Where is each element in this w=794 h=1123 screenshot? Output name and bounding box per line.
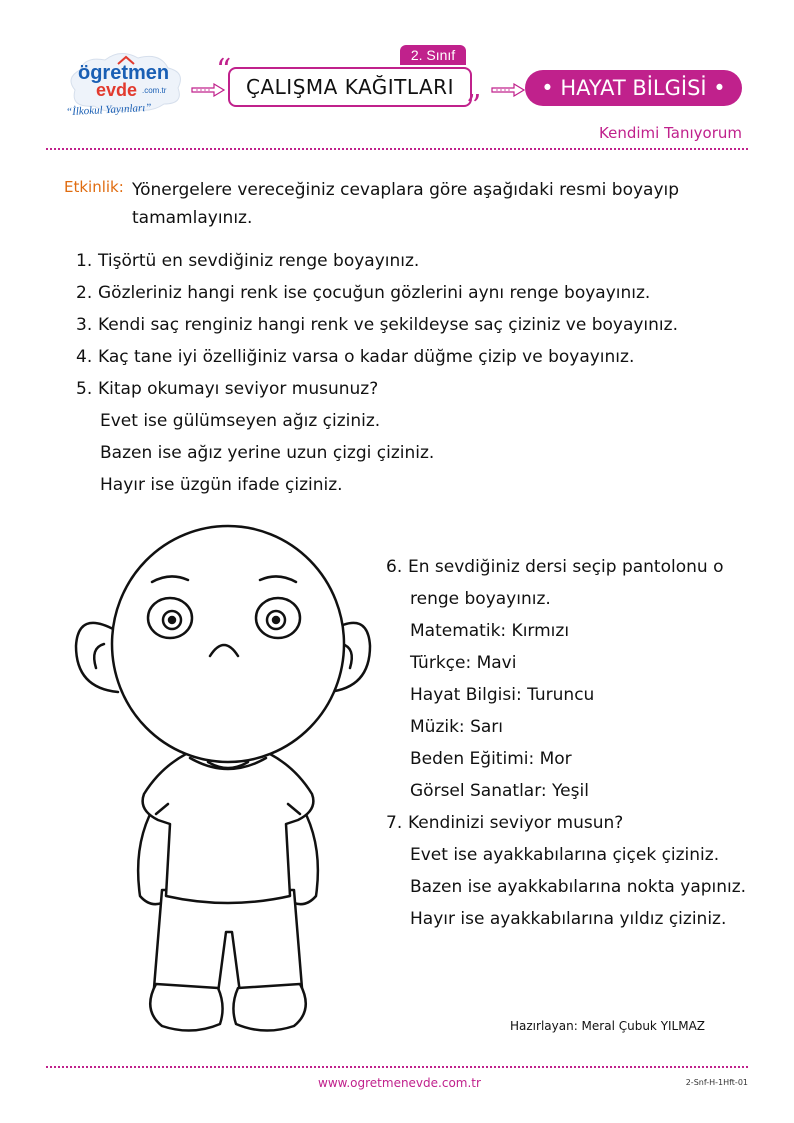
list-item	[76, 314, 678, 336]
arrow-right-icon	[490, 82, 526, 101]
item-text: En sevdiğiniz dersi seçip pantolonu o	[408, 557, 724, 577]
item-number: 6.	[386, 557, 403, 577]
boy-outline-drawing	[60, 518, 400, 1058]
lesson-color-option: Matematik: Kırmızı	[410, 621, 570, 641]
item-number: 7.	[386, 813, 403, 833]
list-item	[76, 378, 378, 400]
close-quote-mark: ”	[466, 89, 482, 124]
item-text: Kaç tane iyi özelliğiniz varsa o kadar düğme çizip ve boyayınız.	[98, 347, 635, 367]
sub-item: Evet ise ayakkabılarına çiçek çiziniz.	[410, 845, 720, 865]
header-divider	[46, 148, 748, 150]
logo-slogan: “İlkokul Yayınları”	[65, 101, 152, 119]
list-item	[386, 556, 723, 578]
topic-label: Kendimi Tanıyorum	[599, 124, 742, 142]
logo-word-ogretmen: ögretmen	[78, 62, 170, 84]
item-text: Tişörtü en sevdiğiniz renge boyayınız.	[98, 251, 420, 271]
item-number: 3.	[76, 315, 93, 335]
lesson-color-option: Görsel Sanatlar: Yeşil	[410, 781, 589, 801]
open-quote-mark: “	[216, 53, 232, 88]
logo-word-evde: evde	[96, 80, 138, 100]
list-item	[386, 812, 623, 834]
item-text: Kitap okumayı seviyor musunuz?	[98, 379, 379, 399]
website-link[interactable]: www.ogretmenevde.com.tr	[318, 1076, 481, 1090]
item-text-continued: renge boyayınız.	[410, 589, 551, 609]
lesson-color-option: Türkçe: Mavi	[410, 653, 517, 673]
item-text: Gözleriniz hangi renk ise çocuğun gözlerini aynı renge boyayınız.	[98, 283, 651, 303]
item-number: 5.	[76, 379, 93, 399]
activity-instruction	[132, 176, 732, 232]
sub-item: Bazen ise ağız yerine uzun çizgi çiziniz.	[100, 443, 435, 463]
sub-item: Bazen ise ayakkabılarına nokta yapınız.	[410, 877, 747, 897]
grade-badge: 2. Sınıf	[400, 45, 466, 65]
lesson-color-option: Beden Eğitimi: Mor	[410, 749, 572, 769]
subject-badge: • HAYAT BİLGİSİ •	[525, 70, 742, 106]
item-number: 2.	[76, 283, 93, 303]
item-number: 4.	[76, 347, 93, 367]
logo-domain: .com.tr	[142, 86, 167, 95]
footer-divider	[46, 1066, 748, 1068]
sub-item: Hayır ise üzgün ifade çiziniz.	[100, 475, 343, 495]
list-item	[76, 250, 419, 272]
document-code: 2-Snf-H-1Hft-01	[685, 1078, 748, 1087]
item-text: Kendinizi seviyor musun?	[408, 813, 624, 833]
worksheet-title: ÇALIŞMA KAĞITLARI	[228, 67, 472, 107]
sub-item: Evet ise gülümseyen ağız çiziniz.	[100, 411, 381, 431]
list-item	[76, 282, 650, 304]
lesson-color-option: Müzik: Sarı	[410, 717, 503, 737]
author-credit: Hazırlayan: Meral Çubuk YILMAZ	[510, 1019, 706, 1033]
item-number: 1.	[76, 251, 93, 271]
lesson-color-option: Hayat Bilgisi: Turuncu	[410, 685, 595, 705]
activity-label: Etkinlik:	[64, 178, 124, 196]
activity-text: Yönergelere vereceğiniz cevaplara göre aşağıdaki resmi boyayıp tamamlayınız.	[132, 180, 680, 228]
sub-item: Hayır ise ayakkabılarına yıldız çiziniz.	[410, 909, 727, 929]
list-item	[76, 346, 634, 368]
item-text: Kendi saç renginiz hangi renk ve şekildeyse saç çiziniz ve boyayınız.	[98, 315, 678, 335]
